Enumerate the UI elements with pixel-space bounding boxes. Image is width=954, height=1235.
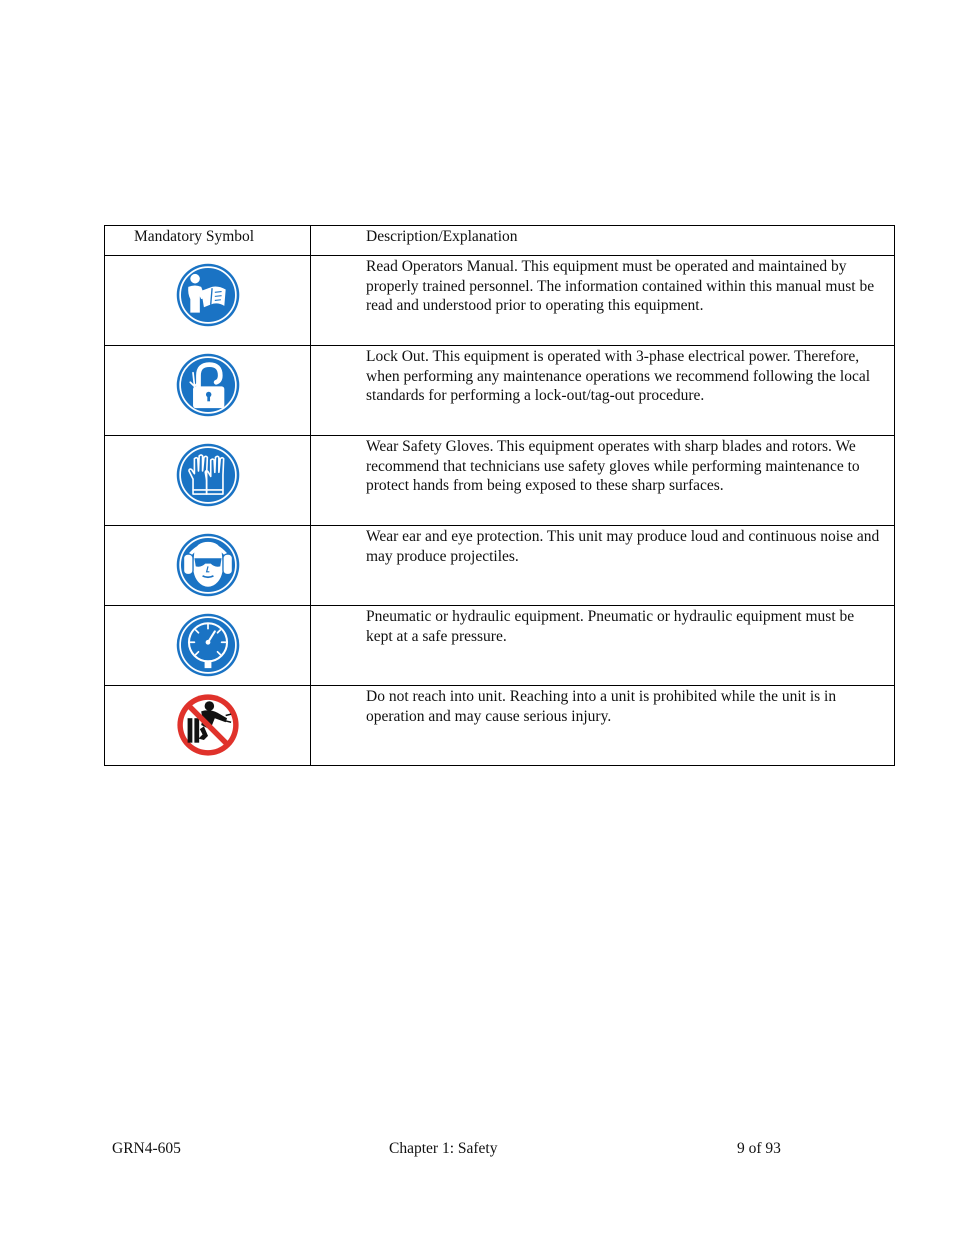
symbol-cell (105, 606, 311, 686)
table-header-row (105, 226, 895, 256)
header-description: Description/Explanation (311, 226, 895, 256)
no-reach-icon (174, 691, 242, 759)
footer-chapter: Chapter 1: Safety (389, 1140, 498, 1157)
symbol-cell (105, 436, 311, 526)
symbol-cell (105, 526, 311, 606)
symbol-cell (105, 686, 311, 766)
footer-doc-id: GRN4-605 (112, 1140, 181, 1157)
symbol-cell (105, 346, 311, 436)
table-row (105, 526, 895, 606)
table-row (105, 346, 895, 436)
description-cell: Read Operators Manual. This equipment must be operated and maintained by properly trained personnel. The information contained within this manual must be read and understood prior to operating this equipment. (311, 256, 895, 346)
safety-gloves-icon (174, 441, 242, 509)
mandatory-symbols-table (104, 225, 895, 766)
lock-out-icon (174, 351, 242, 419)
pressure-gauge-icon (174, 611, 242, 679)
footer-page-number: 9 of 93 (737, 1140, 781, 1157)
table-row (105, 686, 895, 766)
description-cell: Wear ear and eye protection. This unit may produce loud and continuous noise and may produce projectiles. (311, 526, 895, 606)
read-manual-icon (174, 261, 242, 329)
description-cell: Do not reach into unit. Reaching into a unit is prohibited while the unit is in operation and may cause serious injury. (311, 686, 895, 766)
header-symbol: Mandatory Symbol (105, 226, 311, 256)
description-cell: Pneumatic or hydraulic equipment. Pneumatic or hydraulic equipment must be kept at a safe pressure. (311, 606, 895, 686)
table-row (105, 606, 895, 686)
ear-eye-protection-icon (174, 531, 242, 599)
description-cell: Lock Out. This equipment is operated with 3-phase electrical power. Therefore, when performing any maintenance operations we recommend following the local standards for performing a lock-out/tag-out procedure. (311, 346, 895, 436)
table-row (105, 436, 895, 526)
symbol-cell (105, 256, 311, 346)
table-row (105, 256, 895, 346)
description-cell: Wear Safety Gloves. This equipment operates with sharp blades and rotors. We recommend that technicians use safety gloves while performing maintenance to protect hands from being exposed to these sharp surfaces. (311, 436, 895, 526)
